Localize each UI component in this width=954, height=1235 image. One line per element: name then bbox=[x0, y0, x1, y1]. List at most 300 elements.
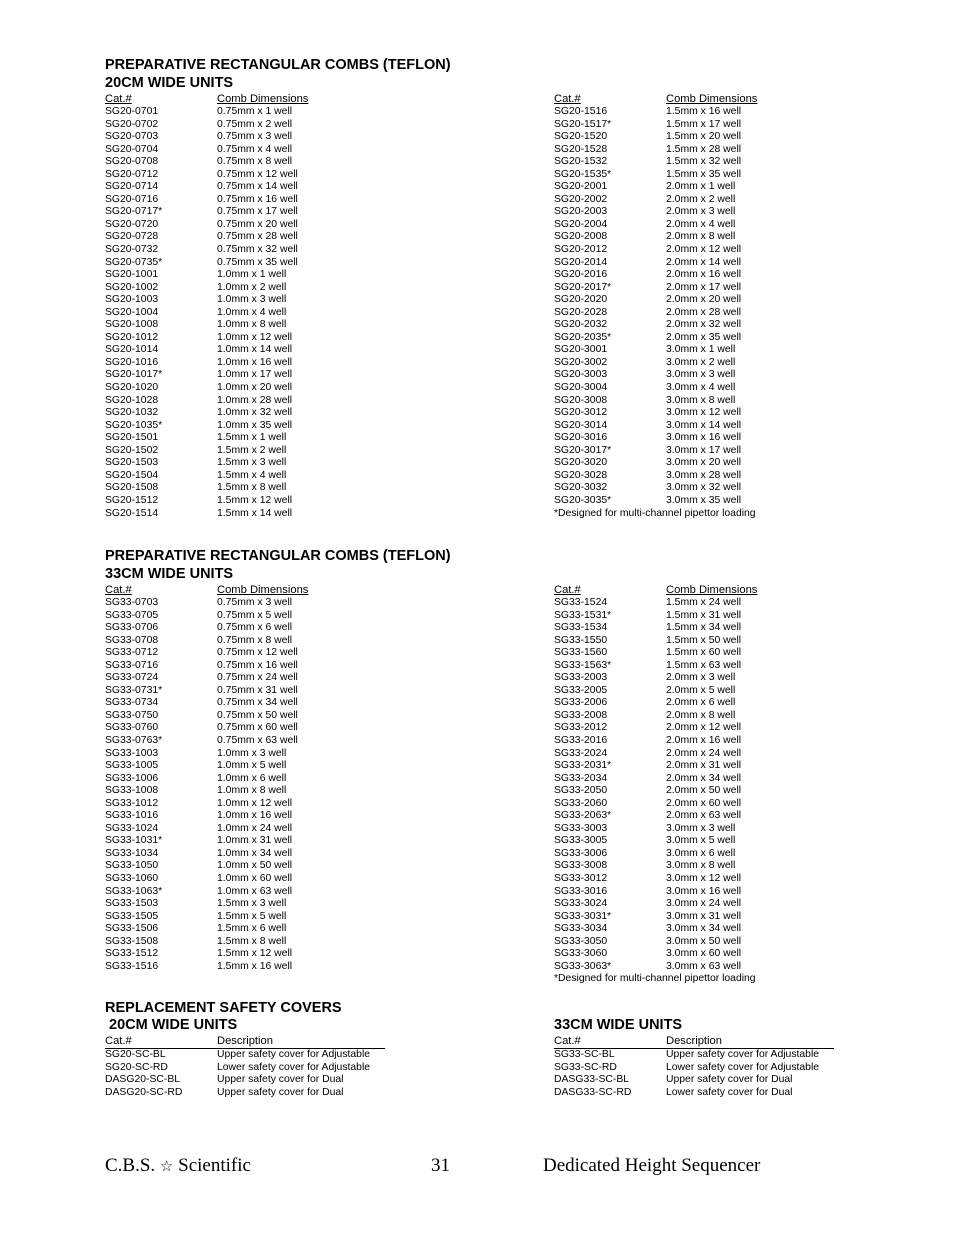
table-row bbox=[554, 923, 824, 936]
item-description: 2.0mm x 32 well bbox=[666, 319, 742, 331]
item-description: 2.0mm x 8 well bbox=[666, 709, 736, 721]
table-row bbox=[554, 282, 824, 295]
item-description: 3.0mm x 3 well bbox=[666, 369, 736, 381]
item-description: 1.5mm x 50 well bbox=[666, 634, 742, 646]
table-row bbox=[105, 257, 375, 270]
item-description: 2.0mm x 16 well bbox=[666, 735, 742, 747]
item-description: 2.0mm x 12 well bbox=[666, 722, 742, 734]
cat-number: SG33-0716 bbox=[105, 659, 159, 671]
combs-20cm-right-table bbox=[554, 92, 824, 520]
item-description: 0.75mm x 12 well bbox=[217, 647, 298, 659]
item-description: 1.5mm x 63 well bbox=[666, 659, 742, 671]
page-number: 31 bbox=[431, 1155, 450, 1176]
table-rows bbox=[105, 1049, 395, 1099]
dimensions-header: Comb Dimensions bbox=[666, 584, 758, 596]
item-description: 1.5mm x 31 well bbox=[666, 609, 742, 621]
table-row bbox=[554, 735, 824, 748]
item-description: 2.0mm x 16 well bbox=[666, 269, 742, 281]
table-row bbox=[105, 622, 375, 635]
cat-number: SG33-0731* bbox=[105, 684, 163, 696]
table-row bbox=[554, 495, 824, 508]
table-row bbox=[105, 508, 375, 521]
cat-number: SG20-3017* bbox=[554, 444, 612, 456]
cat-number: SG20-2016 bbox=[554, 269, 608, 281]
cat-number: SG33-1516 bbox=[105, 960, 159, 972]
section-safety-covers-title: REPLACEMENT SAFETY COVERS bbox=[105, 1000, 342, 1016]
table-header bbox=[554, 92, 824, 106]
table-row bbox=[105, 773, 375, 786]
cat-number: SG33-1563* bbox=[554, 659, 612, 671]
table-row bbox=[554, 597, 824, 610]
cat-header: Cat.# bbox=[105, 1035, 132, 1047]
table-row bbox=[105, 1062, 395, 1075]
section-33cm-combs-title: PREPARATIVE RECTANGULAR COMBS (TEFLON) 33CM WIDE UNITS bbox=[105, 548, 451, 582]
cat-number: SG20-0703 bbox=[105, 131, 159, 143]
table-row bbox=[554, 332, 824, 345]
item-description: 1.5mm x 1 well bbox=[217, 432, 287, 444]
table-row bbox=[554, 685, 824, 698]
item-description: 3.0mm x 63 well bbox=[666, 960, 742, 972]
item-description: 1.0mm x 50 well bbox=[217, 860, 293, 872]
table-row bbox=[554, 244, 824, 257]
table-row bbox=[105, 597, 375, 610]
cat-number: SG20-1032 bbox=[105, 407, 159, 419]
combs-20cm-left-table bbox=[105, 92, 375, 520]
table-row bbox=[554, 911, 824, 924]
item-description: 1.0mm x 2 well bbox=[217, 281, 287, 293]
description-header: Description bbox=[217, 1035, 273, 1047]
cat-number: SG20-3001 bbox=[554, 344, 608, 356]
table-row bbox=[105, 307, 375, 320]
table-row bbox=[554, 206, 824, 219]
covers-20cm-subtitle: 20CM WIDE UNITS bbox=[105, 1017, 238, 1033]
item-description: 0.75mm x 50 well bbox=[217, 709, 298, 721]
item-description: 3.0mm x 60 well bbox=[666, 948, 742, 960]
table-header bbox=[105, 92, 375, 106]
cat-number: SG33-1024 bbox=[105, 822, 159, 834]
cat-number: SG33-2016 bbox=[554, 735, 608, 747]
cat-number: SG33-0712 bbox=[105, 647, 159, 659]
item-description: 3.0mm x 28 well bbox=[666, 469, 742, 481]
item-description: 1.5mm x 17 well bbox=[666, 118, 742, 130]
cat-number: SG33-3060 bbox=[554, 948, 608, 960]
item-description: 1.5mm x 60 well bbox=[666, 647, 742, 659]
table-row bbox=[554, 395, 824, 408]
table-row bbox=[105, 169, 375, 182]
cat-number: SG33-2003 bbox=[554, 672, 608, 684]
table-row bbox=[105, 294, 375, 307]
cat-number: DASG20-SC-BL bbox=[105, 1074, 181, 1086]
table-row bbox=[554, 1049, 844, 1062]
item-description: 3.0mm x 24 well bbox=[666, 898, 742, 910]
table-row bbox=[105, 1087, 395, 1100]
table-row bbox=[554, 156, 824, 169]
table-row bbox=[105, 181, 375, 194]
table-row bbox=[105, 610, 375, 623]
cat-number: SG20-1517* bbox=[554, 118, 612, 130]
item-description: 3.0mm x 1 well bbox=[666, 344, 736, 356]
item-description: 2.0mm x 4 well bbox=[666, 218, 736, 230]
cat-number: SG20-2012 bbox=[554, 244, 608, 256]
item-description: Lower safety cover for Adjustable bbox=[217, 1061, 371, 1073]
cat-number: SG33-1003 bbox=[105, 747, 159, 759]
item-description: Lower safety cover for Dual bbox=[666, 1086, 793, 1098]
table-row bbox=[105, 760, 375, 773]
item-description: 0.75mm x 24 well bbox=[217, 672, 298, 684]
cat-number: SG33-2060 bbox=[554, 797, 608, 809]
item-description: 1.0mm x 3 well bbox=[217, 294, 287, 306]
cat-number: SG33-1508 bbox=[105, 935, 159, 947]
cat-number: SG20-1035* bbox=[105, 419, 163, 431]
item-description: 0.75mm x 60 well bbox=[217, 722, 298, 734]
table-row bbox=[554, 219, 824, 232]
item-description: 3.0mm x 8 well bbox=[666, 860, 736, 872]
table-row bbox=[105, 282, 375, 295]
item-description: 0.75mm x 3 well bbox=[217, 131, 293, 143]
combs-33cm-left-table bbox=[105, 583, 375, 973]
table-row bbox=[105, 407, 375, 420]
table-header bbox=[554, 583, 824, 597]
table-row bbox=[105, 735, 375, 748]
cat-number: SG33-0724 bbox=[105, 672, 159, 684]
item-description: 1.0mm x 12 well bbox=[217, 797, 293, 809]
cat-number: SG20-1008 bbox=[105, 319, 159, 331]
cat-number: SG33-3031* bbox=[554, 910, 612, 922]
table-row bbox=[554, 835, 824, 848]
cat-number: SG20-0712 bbox=[105, 168, 159, 180]
table-row bbox=[554, 445, 824, 458]
table-row bbox=[554, 672, 824, 685]
cat-number: SG20-2020 bbox=[554, 294, 608, 306]
cat-number: SG20-3028 bbox=[554, 469, 608, 481]
cat-number: SG20-1012 bbox=[105, 331, 159, 343]
item-description: 1.5mm x 4 well bbox=[217, 469, 287, 481]
item-description: 1.0mm x 8 well bbox=[217, 319, 287, 331]
table-row bbox=[554, 407, 824, 420]
item-description: 3.0mm x 31 well bbox=[666, 910, 742, 922]
cat-number: SG33-2050 bbox=[554, 785, 608, 797]
item-description: 2.0mm x 24 well bbox=[666, 747, 742, 759]
item-description: 0.75mm x 32 well bbox=[217, 244, 298, 256]
document-title: Dedicated Height Sequencer bbox=[543, 1155, 761, 1176]
item-description: 2.0mm x 31 well bbox=[666, 760, 742, 772]
table-rows bbox=[554, 1049, 844, 1099]
table-row bbox=[105, 269, 375, 282]
item-description: 3.0mm x 16 well bbox=[666, 432, 742, 444]
table-row bbox=[105, 482, 375, 495]
covers-33cm-table bbox=[554, 1017, 844, 1099]
table-row bbox=[554, 420, 824, 433]
item-description: 1.0mm x 16 well bbox=[217, 810, 293, 822]
cat-number: SG20-0702 bbox=[105, 118, 159, 130]
cat-number: SG20-2017* bbox=[554, 281, 612, 293]
table-row bbox=[105, 860, 375, 873]
cat-number: SG33-2063* bbox=[554, 810, 612, 822]
table-row bbox=[554, 1062, 844, 1075]
item-description: Upper safety cover for Adjustable bbox=[217, 1049, 371, 1060]
cat-number: SG33-SC-BL bbox=[554, 1049, 615, 1060]
cat-number: SG33-1512 bbox=[105, 948, 159, 960]
cat-number: SG20-1516 bbox=[554, 106, 608, 117]
item-description: 1.0mm x 28 well bbox=[217, 394, 293, 406]
table-row bbox=[554, 660, 824, 673]
cat-number: SG20-1504 bbox=[105, 469, 159, 481]
cat-number: SG20-0717* bbox=[105, 206, 163, 218]
cat-number: SG33-1063* bbox=[105, 885, 163, 897]
table-row bbox=[105, 357, 375, 370]
cat-number: SG33-1016 bbox=[105, 810, 159, 822]
table-row bbox=[554, 961, 824, 974]
footnote: *Designed for multi-channel pipettor loading bbox=[554, 507, 756, 519]
table-row bbox=[554, 257, 824, 270]
cat-number: SG20-1003 bbox=[105, 294, 159, 306]
table-row bbox=[105, 344, 375, 357]
cat-number: SG33-1506 bbox=[105, 923, 159, 935]
item-description: 1.5mm x 12 well bbox=[217, 948, 293, 960]
cat-number: SG33-0705 bbox=[105, 609, 159, 621]
table-row bbox=[105, 382, 375, 395]
cat-number: SG20-3003 bbox=[554, 369, 608, 381]
cat-number: SG33-1505 bbox=[105, 910, 159, 922]
cat-number: SG33-2034 bbox=[554, 772, 608, 784]
cat-number: SG20-1016 bbox=[105, 356, 159, 368]
item-description: 2.0mm x 20 well bbox=[666, 294, 742, 306]
table-row bbox=[554, 823, 824, 836]
table-row bbox=[105, 873, 375, 886]
table-row bbox=[105, 432, 375, 445]
cat-number: SG20-0732 bbox=[105, 244, 159, 256]
item-description: 1.0mm x 3 well bbox=[217, 747, 287, 759]
cat-number: SG20-3020 bbox=[554, 457, 608, 469]
item-description: 0.75mm x 8 well bbox=[217, 156, 293, 168]
table-row bbox=[105, 936, 375, 949]
cat-number: SG33-0750 bbox=[105, 709, 159, 721]
cat-number: SG33-1012 bbox=[105, 797, 159, 809]
item-description: 3.0mm x 17 well bbox=[666, 444, 742, 456]
dimensions-header: Comb Dimensions bbox=[217, 93, 309, 105]
table-row bbox=[105, 1049, 395, 1062]
cat-number: SG33-0763* bbox=[105, 735, 163, 747]
table-row bbox=[105, 495, 375, 508]
cat-number: SG20-1501 bbox=[105, 432, 159, 444]
item-description: 3.0mm x 20 well bbox=[666, 457, 742, 469]
cat-number: SG20-1535* bbox=[554, 168, 612, 180]
cat-number: SG20-0735* bbox=[105, 256, 163, 268]
cat-number: SG20-1508 bbox=[105, 482, 159, 494]
item-description: 0.75mm x 63 well bbox=[217, 735, 298, 747]
cat-number: SG20-0708 bbox=[105, 156, 159, 168]
cat-number: SG33-0760 bbox=[105, 722, 159, 734]
cat-number: SG20-3002 bbox=[554, 356, 608, 368]
table-row bbox=[105, 886, 375, 899]
table-row bbox=[105, 948, 375, 961]
cat-number: SG20-2001 bbox=[554, 181, 608, 193]
cat-number: SG33-2012 bbox=[554, 722, 608, 734]
table-row bbox=[105, 395, 375, 408]
cat-number: SG33-1531* bbox=[554, 609, 612, 621]
table-row bbox=[554, 357, 824, 370]
table-header bbox=[105, 1034, 385, 1049]
cat-number: SG33-0706 bbox=[105, 622, 159, 634]
table-row bbox=[105, 194, 375, 207]
item-description: 2.0mm x 8 well bbox=[666, 231, 736, 243]
covers-33cm-subtitle: 33CM WIDE UNITS bbox=[554, 1017, 683, 1033]
cat-number: SG20-1512 bbox=[105, 494, 159, 506]
table-row bbox=[554, 169, 824, 182]
cat-number: SG33-1060 bbox=[105, 873, 159, 885]
item-description: 2.0mm x 34 well bbox=[666, 772, 742, 784]
cat-number: SG20-0728 bbox=[105, 231, 159, 243]
item-description: 2.0mm x 3 well bbox=[666, 206, 736, 218]
cat-number: SG20-0701 bbox=[105, 106, 159, 117]
item-description: 2.0mm x 3 well bbox=[666, 672, 736, 684]
item-description: 1.0mm x 12 well bbox=[217, 331, 293, 343]
cat-number: DASG20-SC-RD bbox=[105, 1086, 183, 1098]
cat-number: SG33-3005 bbox=[554, 835, 608, 847]
table-row bbox=[105, 119, 375, 132]
item-description: 1.0mm x 60 well bbox=[217, 873, 293, 885]
table-row bbox=[554, 269, 824, 282]
table-row bbox=[105, 685, 375, 698]
cat-number: DASG33-SC-RD bbox=[554, 1086, 632, 1098]
item-description: 1.5mm x 5 well bbox=[217, 910, 287, 922]
table-row bbox=[554, 948, 824, 961]
item-description: 0.75mm x 1 well bbox=[217, 106, 293, 117]
table-row bbox=[105, 647, 375, 660]
cat-number: SG20-2004 bbox=[554, 218, 608, 230]
table-row bbox=[554, 773, 824, 786]
cat-number: SG33-1524 bbox=[554, 597, 608, 608]
table-row bbox=[554, 344, 824, 357]
item-description: 0.75mm x 35 well bbox=[217, 256, 298, 268]
table-row bbox=[105, 660, 375, 673]
cat-number: SG20-1514 bbox=[105, 507, 159, 519]
item-description: Upper safety cover for Dual bbox=[217, 1086, 344, 1098]
item-description: 2.0mm x 2 well bbox=[666, 193, 736, 205]
table-row bbox=[105, 369, 375, 382]
cat-number: SG33-3003 bbox=[554, 822, 608, 834]
table-row bbox=[554, 860, 824, 873]
item-description: 1.0mm x 1 well bbox=[217, 269, 287, 281]
table-row bbox=[554, 181, 824, 194]
description-header: Description bbox=[666, 1035, 722, 1047]
item-description: 2.0mm x 5 well bbox=[666, 684, 736, 696]
item-description: 1.0mm x 63 well bbox=[217, 885, 293, 897]
item-description: 3.0mm x 50 well bbox=[666, 935, 742, 947]
table-row bbox=[105, 1074, 395, 1087]
item-description: 3.0mm x 12 well bbox=[666, 407, 742, 419]
item-description: 1.0mm x 20 well bbox=[217, 382, 293, 394]
item-description: 1.0mm x 24 well bbox=[217, 822, 293, 834]
cat-number: SG20-2035* bbox=[554, 331, 612, 343]
item-description: Lower safety cover for Adjustable bbox=[666, 1061, 820, 1073]
cat-number: SG20-2002 bbox=[554, 193, 608, 205]
cat-number: SG33-0734 bbox=[105, 697, 159, 709]
cat-header: Cat.# bbox=[105, 584, 132, 596]
table-row bbox=[105, 206, 375, 219]
cat-number: SG33-0708 bbox=[105, 634, 159, 646]
cat-number: SG20-0704 bbox=[105, 143, 159, 155]
item-description: 1.0mm x 34 well bbox=[217, 847, 293, 859]
table-row bbox=[554, 432, 824, 445]
table-rows bbox=[105, 597, 375, 973]
cat-number: SG33-0703 bbox=[105, 597, 159, 608]
item-description: 1.5mm x 3 well bbox=[217, 898, 287, 910]
cat-number: SG20-3004 bbox=[554, 382, 608, 394]
item-description: 1.0mm x 16 well bbox=[217, 356, 293, 368]
table-row bbox=[554, 610, 824, 623]
cat-number: SG20-3008 bbox=[554, 394, 608, 406]
cat-number: SG20-1017* bbox=[105, 369, 163, 381]
table-row bbox=[554, 294, 824, 307]
item-description: 3.0mm x 14 well bbox=[666, 419, 742, 431]
item-description: 1.5mm x 6 well bbox=[217, 923, 287, 935]
footer-company: C.B.S. ☆ Scientific bbox=[105, 1155, 251, 1176]
item-description: 2.0mm x 50 well bbox=[666, 785, 742, 797]
section-20cm-combs-title: PREPARATIVE RECTANGULAR COMBS (TEFLON) 20CM WIDE UNITS bbox=[105, 57, 451, 91]
cat-number: SG33-3063* bbox=[554, 960, 612, 972]
cat-number: SG33-1005 bbox=[105, 760, 159, 772]
table-row bbox=[554, 886, 824, 899]
cat-number: SG20-1004 bbox=[105, 306, 159, 318]
item-description: 0.75mm x 8 well bbox=[217, 634, 293, 646]
table-row bbox=[105, 710, 375, 723]
table-row bbox=[554, 697, 824, 710]
cat-number: SG20-3035* bbox=[554, 494, 612, 506]
cat-number: SG33-2006 bbox=[554, 697, 608, 709]
item-description: 3.0mm x 5 well bbox=[666, 835, 736, 847]
item-description: 0.75mm x 28 well bbox=[217, 231, 298, 243]
table-header bbox=[554, 1034, 834, 1049]
cat-number: SG20-SC-RD bbox=[105, 1061, 168, 1073]
item-description: 3.0mm x 6 well bbox=[666, 847, 736, 859]
cat-number: SG33-2005 bbox=[554, 684, 608, 696]
table-row bbox=[554, 622, 824, 635]
footnote: *Designed for multi-channel pipettor loading bbox=[554, 973, 756, 985]
table-row bbox=[105, 106, 375, 119]
table-row bbox=[105, 961, 375, 974]
dimensions-header: Comb Dimensions bbox=[217, 584, 309, 596]
table-row bbox=[105, 144, 375, 157]
item-description: 1.0mm x 5 well bbox=[217, 760, 287, 772]
item-description: 2.0mm x 14 well bbox=[666, 256, 742, 268]
item-description: 2.0mm x 12 well bbox=[666, 244, 742, 256]
item-description: 1.0mm x 14 well bbox=[217, 344, 293, 356]
table-row bbox=[105, 420, 375, 433]
table-row bbox=[554, 1074, 844, 1087]
cat-number: SG20-2028 bbox=[554, 306, 608, 318]
item-description: 1.0mm x 31 well bbox=[217, 835, 293, 847]
table-row bbox=[105, 898, 375, 911]
table-row bbox=[105, 722, 375, 735]
item-description: 1.5mm x 14 well bbox=[217, 507, 293, 519]
table-row bbox=[105, 785, 375, 798]
dimensions-header: Comb Dimensions bbox=[666, 93, 758, 105]
table-row bbox=[554, 710, 824, 723]
table-row bbox=[554, 319, 824, 332]
cat-number: SG33-1550 bbox=[554, 634, 608, 646]
item-description: 3.0mm x 12 well bbox=[666, 873, 742, 885]
item-description: 1.5mm x 12 well bbox=[217, 494, 293, 506]
item-description: 3.0mm x 3 well bbox=[666, 822, 736, 834]
item-description: 1.5mm x 3 well bbox=[217, 457, 287, 469]
table-row bbox=[105, 445, 375, 458]
item-description: 0.75mm x 34 well bbox=[217, 697, 298, 709]
table-row bbox=[554, 635, 824, 648]
cat-number: SG33-3008 bbox=[554, 860, 608, 872]
table-row bbox=[554, 470, 824, 483]
item-description: 3.0mm x 4 well bbox=[666, 382, 736, 394]
